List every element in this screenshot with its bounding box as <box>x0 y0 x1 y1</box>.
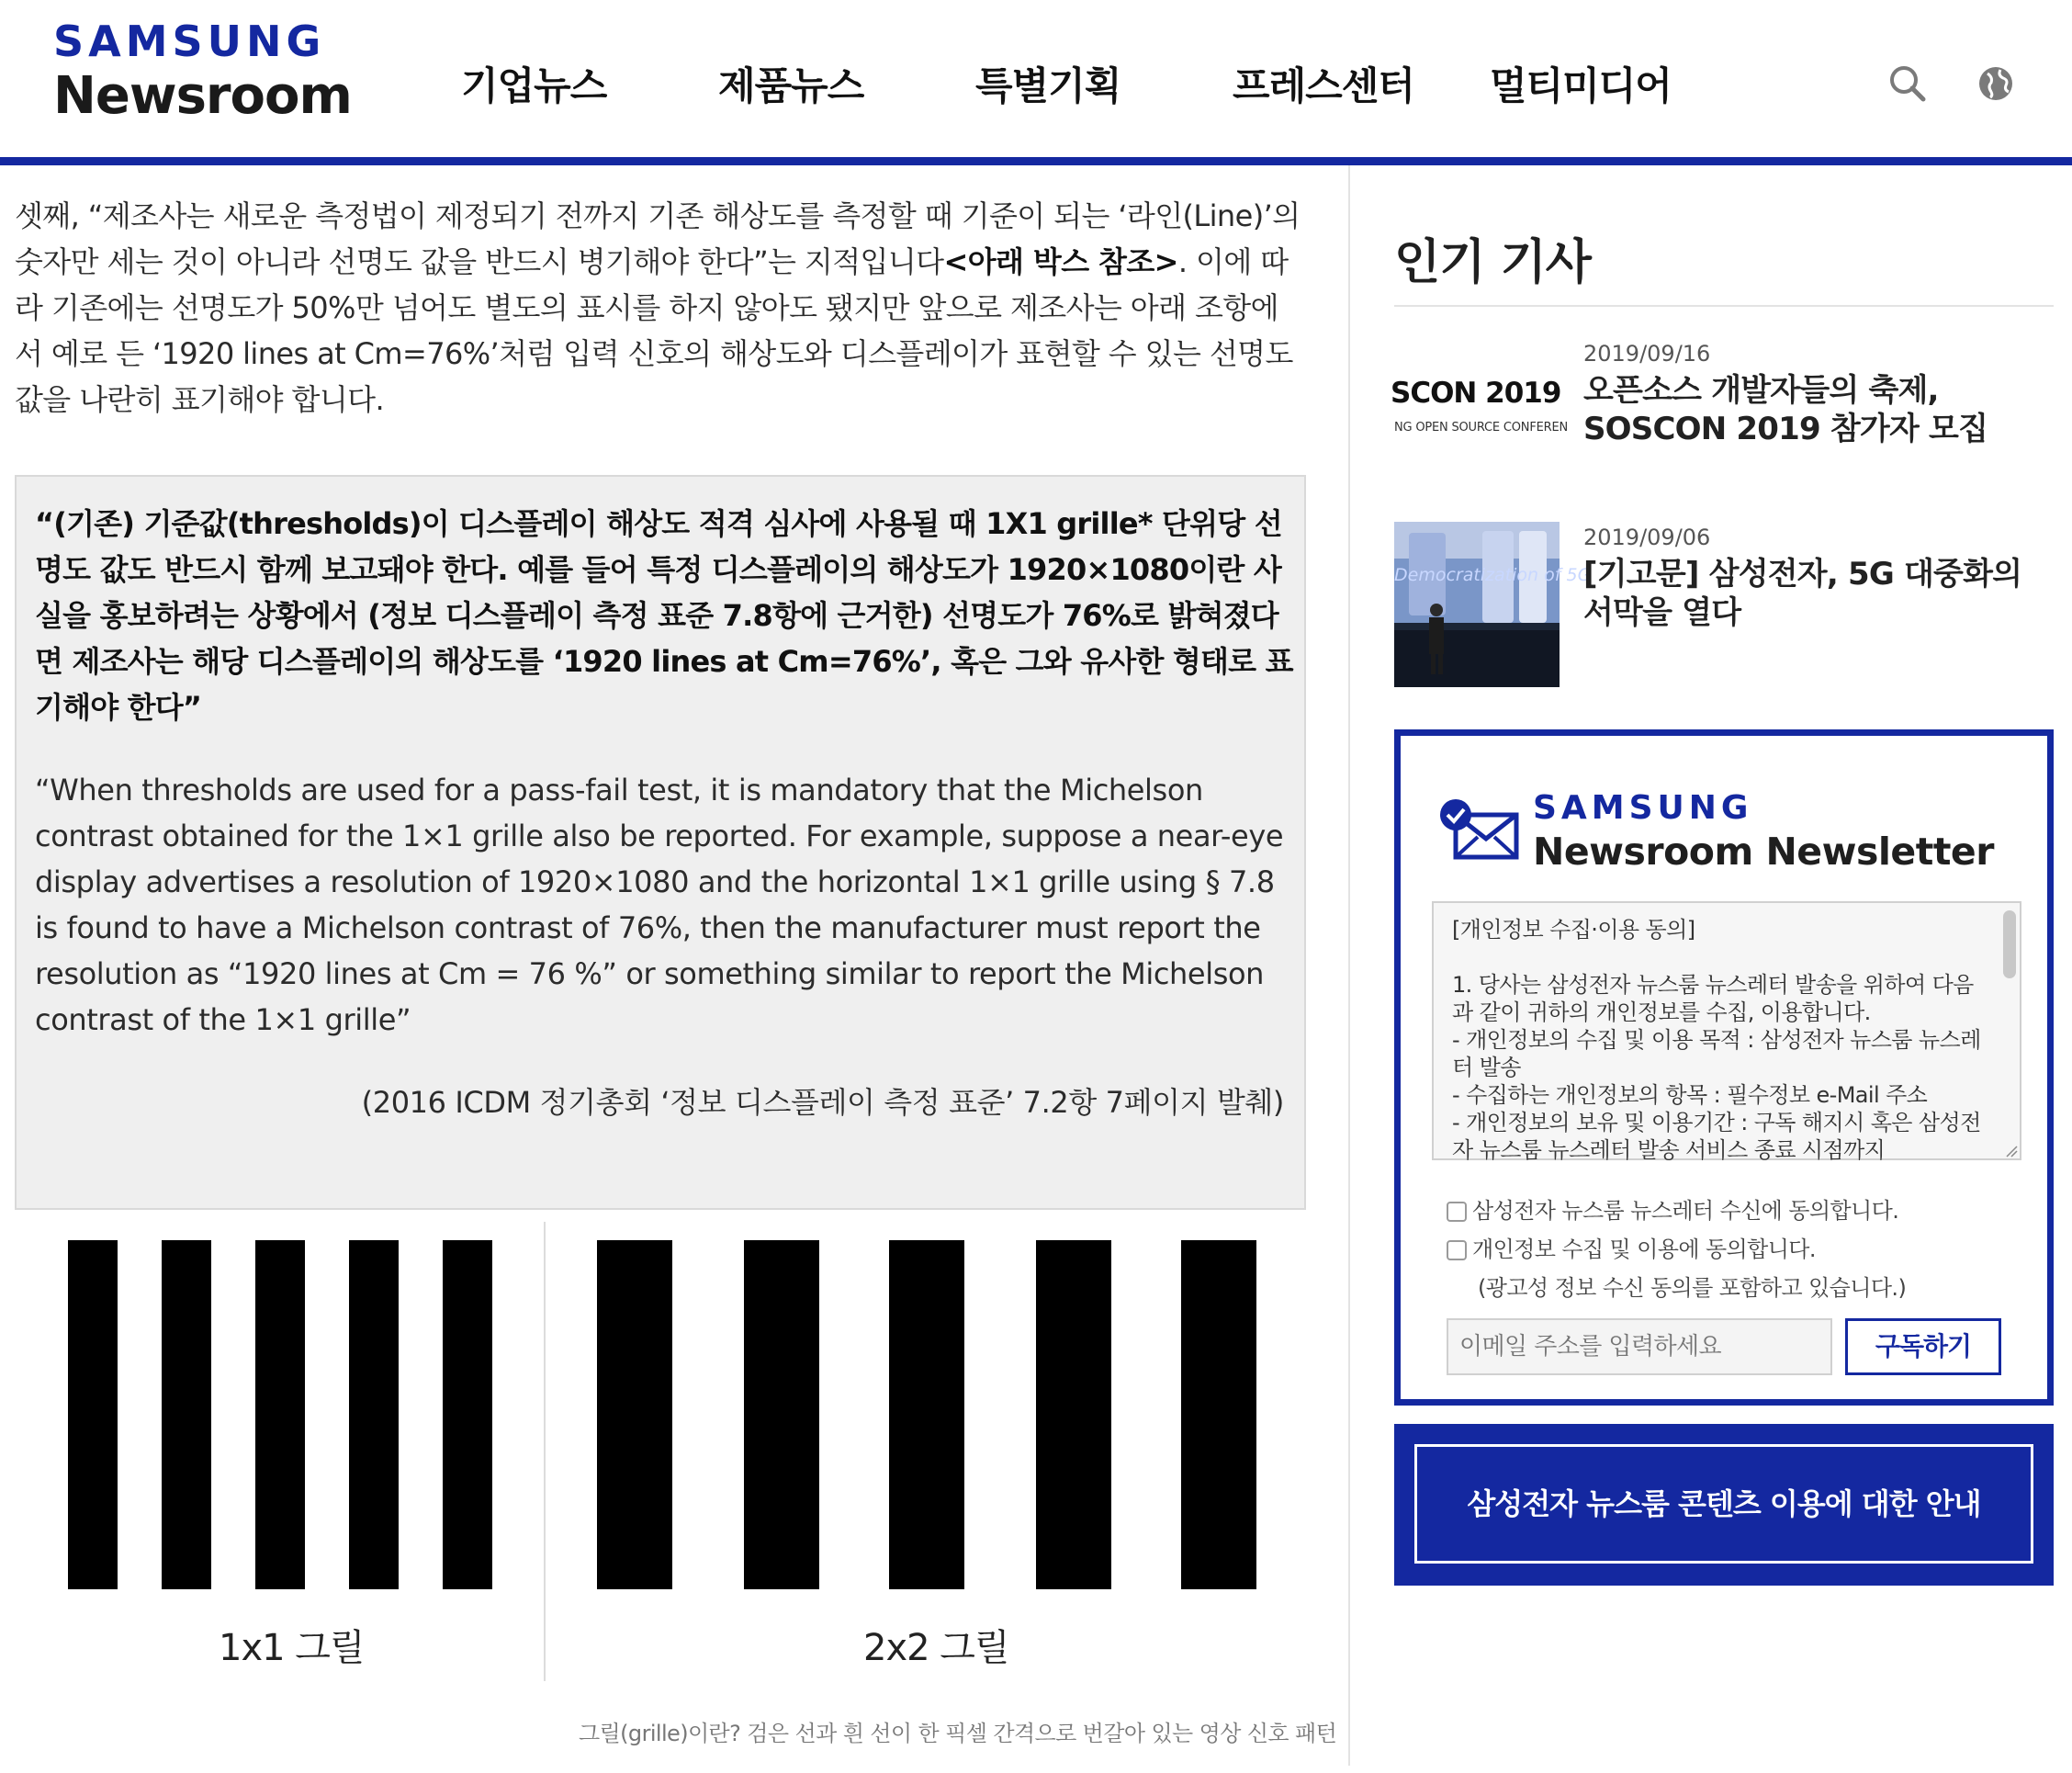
thumbnail-caption: Democratization of 5G <box>1394 565 1592 585</box>
article-date: 2019/09/16 <box>1583 341 1711 367</box>
consent-newsletter-label: 삼성전자 뉴스룸 뉴스레터 수신에 동의합니다. <box>1472 1198 1899 1224</box>
consent-newsletter-row[interactable] <box>1447 1195 1898 1226</box>
search-icon[interactable] <box>1886 62 1929 105</box>
nav-product-news[interactable]: 제품뉴스 <box>718 63 864 108</box>
grille-2x2-bar <box>744 1240 819 1589</box>
consent-newsletter-checkbox[interactable] <box>1447 1202 1467 1222</box>
consent-privacy-label: 개인정보 수집 및 이용에 동의합니다. <box>1472 1237 1816 1262</box>
consent-privacy-checkbox[interactable] <box>1447 1240 1467 1260</box>
privacy-terms-textarea[interactable] <box>1432 901 2021 1163</box>
privacy-terms-text: [개인정보 수집·이용 동의] 1. 당사는 삼성전자 뉴스룸 뉴스레터 발송을 위하여 다음과 같이 귀하의 개인정보를 수집, 이용합니다. - 개인정보의 수집 및 이용 목적 : 삼성전자 뉴스룸 뉴스레터 발송 - 수집하는 개인정보의 항목 : 필수정보 e-Mail 주소 - 개인정보의 보유 및 이용기간 : 구독 해지시 혹은 삼성전자 뉴스룸 뉴스레터 발송 서비스 종료 시점까지 <box>1452 917 1981 1163</box>
content-usage-notice-banner[interactable] <box>1394 1424 2054 1586</box>
newsletter-brand: SAMSUNG <box>1533 789 1753 827</box>
popular-divider <box>1394 305 2054 307</box>
grille-figure <box>0 1222 1348 1773</box>
nav-corporate-news[interactable]: 기업뉴스 <box>461 63 607 108</box>
grille-2x2-bar <box>597 1240 672 1589</box>
article-headline[interactable]: [기고문] 삼성전자, 5G 대중화의 서막을 열다 <box>1583 556 2022 631</box>
content-usage-notice-label: 삼성전자 뉴스룸 콘텐츠 이용에 대한 안내 <box>1414 1444 2033 1564</box>
intro-text-post: . 이에 따라 기존에는 선명도가 50%만 넘어도 별도의 표시를 하지 않아도 됐지만 앞으로 제조사는 아래 조항에서 예로 든 ‘1920 lines at Cm=76%’처럼 입력 신호의 해상도와 디스플레이가 표현할 수 있는 선명도 값을 나란히 표기해야 합니다. <box>15 244 1293 417</box>
grille-1x1-bar <box>68 1240 118 1589</box>
popular-article-item[interactable] <box>1394 522 2054 687</box>
subscribe-button[interactable]: 구독하기 <box>1845 1318 2001 1375</box>
grille-2x2-bar <box>1036 1240 1111 1589</box>
intro-box-reference: <아래 박스 참조> <box>943 244 1178 279</box>
samsung-newsroom-logo[interactable] <box>53 17 352 127</box>
logo-product: Newsroom <box>53 66 352 126</box>
logo-brand: SAMSUNG <box>53 17 326 66</box>
nav-special-features[interactable]: 특별기획 <box>975 63 1121 108</box>
article-paragraph <box>15 193 1301 423</box>
grille-1x1-bar <box>255 1240 305 1589</box>
quote-source: (2016 ICDM 정기총회 ‘정보 디스플레이 측정 표준’ 7.2항 7페이지 발췌) <box>361 1085 1284 1120</box>
grille-1x1-bar <box>162 1240 211 1589</box>
figure-divider <box>544 1222 546 1681</box>
popular-articles-title: 인기 기사 <box>1394 235 1592 290</box>
grille-2x2-label: 2x2 그릴 <box>863 1627 1009 1669</box>
article-thumbnail[interactable] <box>1391 338 1568 503</box>
resize-handle-icon[interactable] <box>2005 1144 2018 1157</box>
newsletter-title: Newsroom Newsletter <box>1533 830 1994 874</box>
newsletter-mail-icon <box>1436 796 1522 864</box>
header-accent-rule <box>0 157 2072 165</box>
consent-note: (광고성 정보 수신 동의를 포함하고 있습니다.) <box>1478 1275 1907 1301</box>
article-date: 2019/09/06 <box>1583 525 1711 550</box>
site-header <box>0 0 2072 166</box>
terms-scrollbar[interactable] <box>2003 910 2016 978</box>
article-headline[interactable]: 오픈소스 개발자들의 축제, SOSCON 2019 참가자 모집 <box>1583 372 1988 447</box>
figure-caption: 그릴(grille)이란? 검은 선과 흰 선이 한 픽셀 간격으로 번갈아 있는 영상 신호 패턴 <box>579 1721 1337 1746</box>
grille-2x2-bar <box>889 1240 964 1589</box>
article-body <box>0 165 1348 1766</box>
intro-text-pre: 셋째, “제조사는 새로운 측정법이 제정되기 전까지 기존 해상도를 측정할 때 기준이 되는 ‘라인(Line)’의 숫자만 세는 것이 아니라 선명도 값을 반드시 병기해야 한다”는 지적입니다 <box>15 198 1301 279</box>
quote-box <box>15 475 1306 1210</box>
popular-article-item[interactable] <box>1391 338 2054 503</box>
grille-1x1-label: 1x1 그릴 <box>219 1627 365 1669</box>
quote-korean: “(기존) 기준값(thresholds)이 디스플레이 해상도 적격 심사에 사용될 때 1X1 grille* 단위당 선명도 값도 반드시 함께 보고돼야 한다. 예를 들어 특정 디스플레이의 해상도가 1920×1080이란 사실을 홍보하려는 상황에서 (정보 디스플레이 측정 표준 7.8항에 근거한) 선명도가 76%로 밝혀졌다면 제조사는 해당 디스플레이의 해상도를 ‘1920 lines at Cm=76%’, 혹은 그와 유사한 형태로 표기해야 한다” <box>35 506 1293 725</box>
nav-multimedia[interactable]: 멀티미디어 <box>1490 63 1672 108</box>
newsletter-box <box>1394 729 2054 1406</box>
article-thumbnail[interactable] <box>1394 522 1592 687</box>
keynote-stage-image <box>1394 522 1560 687</box>
email-input[interactable] <box>1447 1318 1832 1375</box>
thumbnail-title: SCON 2019 <box>1391 377 1561 410</box>
grille-1x1-bar <box>443 1240 492 1589</box>
column-divider <box>1348 165 1350 1766</box>
consent-privacy-row[interactable] <box>1447 1234 1816 1265</box>
quote-english: “When thresholds are used for a pass-fail test, it is mandatory that the Michelson contrast obtained for the 1×1 grille also be reported. For example, suppose a near-eye display advertises a resolution of 1920×1080 and the horizontal 1×1 grille using § 7.8 is found to have a Michelson contrast of 76%, then the manufacturer must report the resolution as “1920 lines at Cm = 76 %” or something similar to report the Michelson contrast of the 1×1 grille” <box>35 773 1284 1037</box>
grille-2x2-bar <box>1181 1240 1256 1589</box>
nav-press-center[interactable]: 프레스센터 <box>1233 63 1414 108</box>
thumbnail-subtitle: NG OPEN SOURCE CONFEREN <box>1394 421 1568 435</box>
grille-1x1-bar <box>349 1240 399 1589</box>
globe-icon[interactable] <box>1975 62 2017 105</box>
